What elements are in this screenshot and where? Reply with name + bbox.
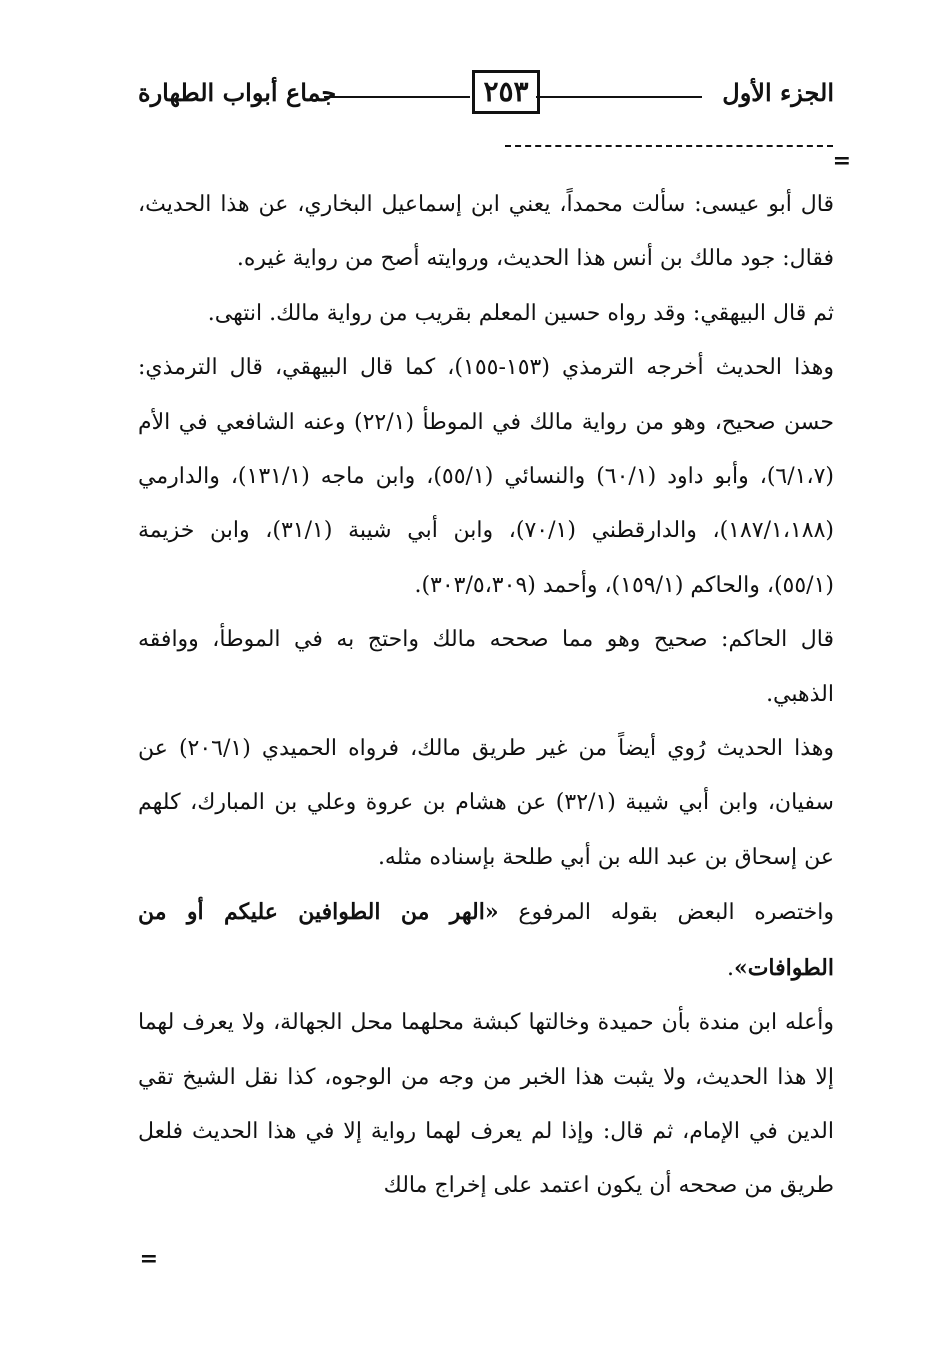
paragraph-1: قال أبو عيسى: سألت محمداً، يعني ابن إسماعيل البخاري، عن هذا الحديث، فقال: جود مالك بن أنس هذا الحديث، وروايته أصح من رواية غيره. — [138, 192, 834, 272]
continuation-mark-top: = — [832, 148, 851, 174]
abridged-prefix: واختصره البعض بقوله المرفوع — [498, 900, 834, 926]
paragraph-6 — [138, 885, 834, 996]
page-number: ٢٥٣ — [483, 75, 529, 108]
paragraph-4: قال الحاكم: صحيح وهو مما صححه مالك واحتج به في الموطأ، ووافقه الذهبي. — [138, 627, 834, 707]
paragraph-5: وهذا الحديث رُوي أيضاً من غير طريق مالك، فرواه الحميدي (٢٠٦/١) عن سفيان، وابن أبي شيبة (٣٢/١) عن هشام بن عروة وعلي بن المبارك، كلهم عن إسحاق بن عبد الله بن أبي طلحة بإسناده مثله. — [138, 736, 834, 870]
page-body — [138, 178, 834, 1214]
dashed-divider — [505, 145, 833, 147]
page-number-box — [472, 70, 540, 114]
running-header — [138, 70, 834, 126]
paragraph-2: ثم قال البيهقي: وقد رواه حسين المعلم بقريب من رواية مالك. انتهى. — [207, 300, 834, 326]
volume-title: الجزء الأول — [722, 78, 834, 107]
paragraph-3: وهذا الحديث أخرجه الترمذي (١٥٣-١٥٥)، كما قال البيهقي، قال الترمذي: حسن صحيح، وهو من رواية مالك في الموطأ (٢٢/١) وعنه الشافعي في الأم (٦/١،٧)، وأبو داود (٦٠/١) والنسائي (٥٥/١)، وابن ماجه (١٣١/١)، والدارمي (١٨٧/١،١٨٨)، والدارقطني (٧٠/١)، وابن أبي شيبة (٣١/١)، وابن خزيمة (٥٥/١)، والحاكم (١٥٩/١)، وأحمد (٣٠٣/٥،٣٠٩). — [138, 355, 835, 598]
header-rule-left — [324, 96, 470, 98]
hadith-quote: «الهر من الطوافين عليكم أو من الطوافات» — [138, 899, 834, 981]
abridged-suffix: . — [726, 955, 734, 981]
chapter-title: جماع أبواب الطهارة — [138, 78, 337, 107]
continuation-mark-bottom: = — [139, 1246, 158, 1272]
paragraph-7: وأعله ابن مندة بأن حميدة وخالتها كبشة محلهما محل الجهالة، ولا يعرف لهما إلا هذا الحديث، ولا يثبت هذا الخبر من وجه من الوجوه، كذا نقل الشيخ تقي الدين في الإمام، ثم قال: وإذا لم يعرف لهما رواية إلا في هذا الحديث فلعل طريق من صححه أن يكون اعتمد على إخراج مالك — [138, 1010, 834, 1199]
header-rule-right — [536, 96, 702, 98]
